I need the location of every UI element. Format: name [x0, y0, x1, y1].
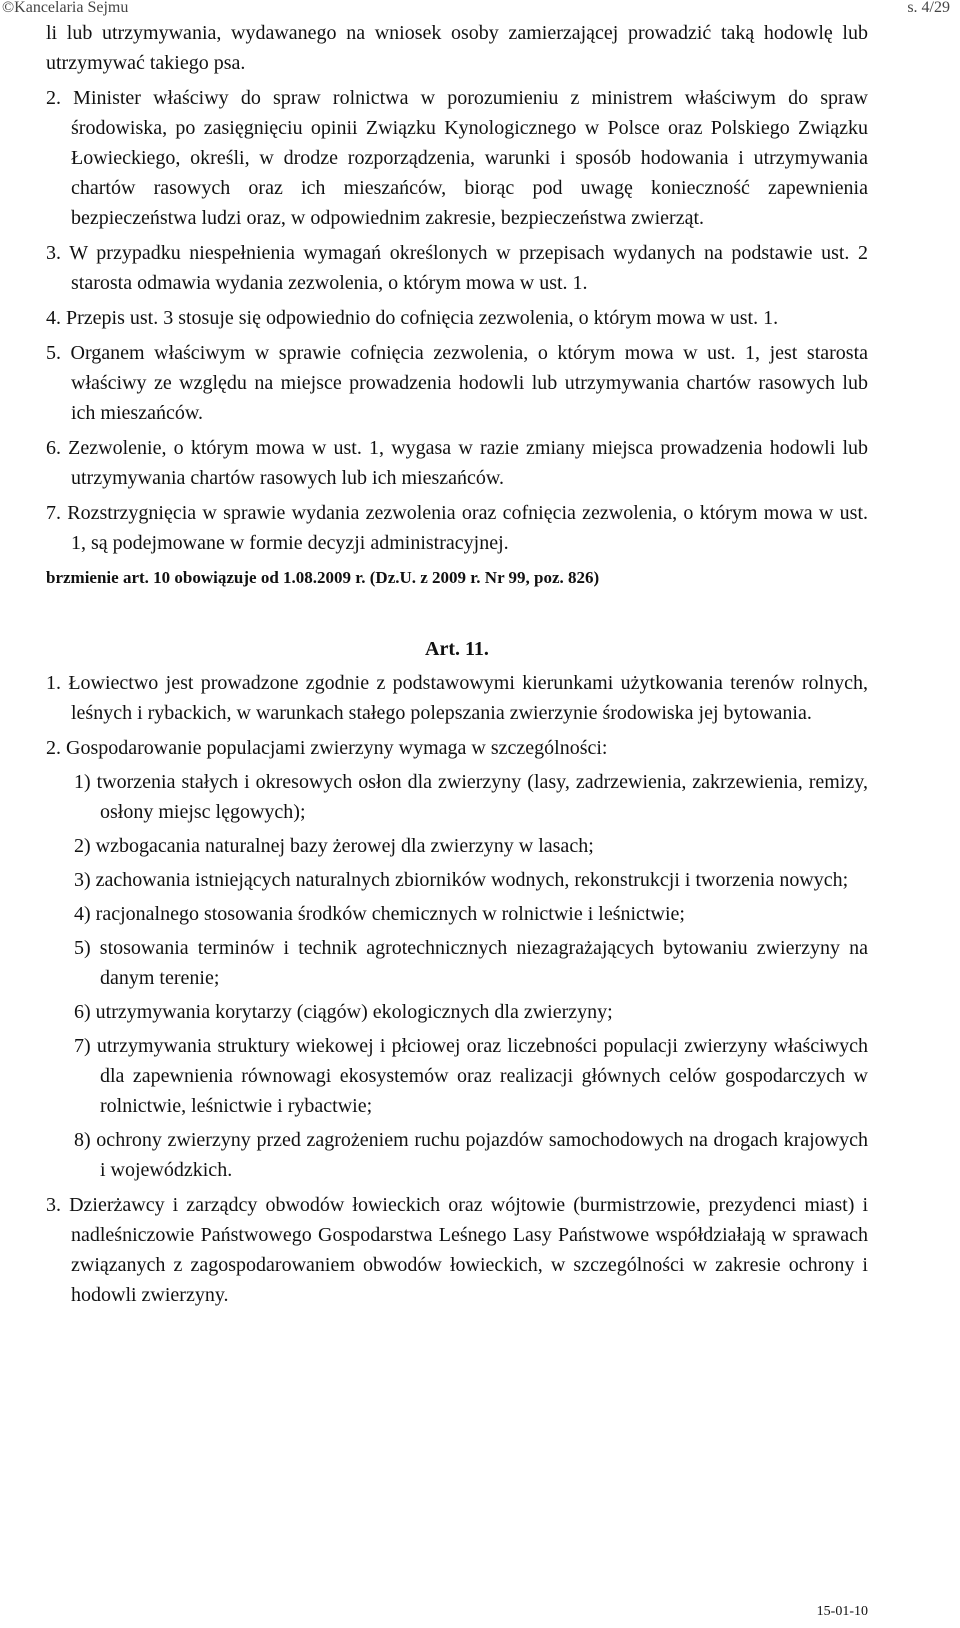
document-body — [46, 18, 868, 1310]
paragraph-2: 2. Minister właściwy do spraw rolnictwa w porozumieniu z ministrem właściwym do spraw środowiska, po zasięgnięciu opinii Związku Kynologicznego w Polsce oraz Polskiego Związku Łowieckiego, określi, w drodze rozporządzenia, warunki i sposób hodowania i utrzymywania chartów rasowych oraz ich mieszańców, biorąc pod uwagę konieczność zapewnienia bezpieczeństwa ludzi oraz, w odpowiednim zakresie, bezpieczeństwa zwierząt. — [46, 87, 868, 229]
article-paragraph-3: 3. Dzierżawcy i zarządcy obwodów łowieckich oraz wójtowie (burmistrzowie, prezydenci miast) i nadleśniczowie Państwowego Gospodarstwa Leśnego Lasy Państwowe współdziałają w sprawach związanych z zagospodarowaniem obwodów łowieckich, w szczególności w zakresie ochrony i hodowli zwierzyny. — [46, 1194, 868, 1306]
page-header — [0, 0, 960, 16]
list-item: 2) wzbogacania naturalnej bazy żerowej dla zwierzyny w lasach; — [74, 835, 594, 857]
page-number: s. 4/29 — [907, 0, 950, 16]
article-title: Art. 11. — [425, 638, 489, 660]
paragraph-6: 6. Zezwolenie, o którym mowa w ust. 1, wygasa w razie zmiany miejsca prowadzenia hodowli lub utrzymywania chartów rasowych lub ich mieszańców. — [46, 437, 868, 489]
list-item: 1) tworzenia stałych i okresowych osłon dla zwierzyny (lasy, zadrzewienia, zakrzewienia, remizy, osłony miejsc lęgowych); — [74, 771, 868, 823]
amendment-note: brzmienie art. 10 obowiązuje od 1.08.2009 r. (Dz.U. z 2009 r. Nr 99, poz. 826) — [46, 568, 600, 587]
copyright-label: ©Kancelaria Sejmu — [2, 0, 129, 16]
list-item: 3) zachowania istniejących naturalnych zbiorników wodnych, rekonstrukcji i tworzenia nowych; — [74, 869, 849, 891]
list-item: 6) utrzymywania korytarzy (ciągów) ekologicznych dla zwierzyny; — [74, 1001, 613, 1023]
article-paragraph-2-intro: 2. Gospodarowanie populacjami zwierzyny wymaga w szczególności: — [46, 737, 608, 759]
continuation-text: li lub utrzymywania, wydawanego na wniosek osoby zamierzającej prowadzić taką hodowlę lub utrzymywać takiego psa. — [46, 22, 868, 74]
paragraph-4: 4. Przepis ust. 3 stosuje się odpowiednio do cofnięcia zezwolenia, o którym mowa w ust. 1. — [46, 307, 779, 329]
list-item: 5) stosowania terminów i technik agrotechnicznych niezagrażających bytowaniu zwierzyny na danym terenie; — [74, 937, 868, 989]
article-paragraph-1: 1. Łowiectwo jest prowadzone zgodnie z podstawowymi kierunkami użytkowania terenów rolnych, leśnych i rybackich, w warunkach stałego polepszania zwierzynie środowiska jej bytowania. — [46, 672, 868, 724]
list-item: 7) utrzymywania struktury wiekowej i płciowej oraz liczebności populacji zwierzyny właściwych dla zapewnienia równowagi ekosystemów oraz realizacji głównych celów gospodarczych w rolnictwie, leśnictwie i rybactwie; — [74, 1035, 868, 1117]
paragraph-5: 5. Organem właściwym w sprawie cofnięcia zezwolenia, o którym mowa w ust. 1, jest starosta właściwy ze względu na miejsce prowadzenia hodowli lub utrzymywania chartów rasowych lub ich mieszańców. — [46, 342, 868, 424]
footer-date: 15-01-10 — [816, 1604, 868, 1619]
list-item: 8) ochrony zwierzyny przed zagrożeniem ruchu pojazdów samochodowych na drogach krajowych i wojewódzkich. — [74, 1129, 868, 1181]
list-item: 4) racjonalnego stosowania środków chemicznych w rolnictwie i leśnictwie; — [74, 903, 685, 925]
paragraph-7: 7. Rozstrzygnięcia w sprawie wydania zezwolenia oraz cofnięcia zezwolenia, o którym mowa w ust. 1, są podejmowane w formie decyzji administracyjnej. — [46, 502, 868, 554]
paragraph-3: 3. W przypadku niespełnienia wymagań określonych w przepisach wydanych na podstawie ust. 2 starosta odmawia wydania zezwolenia, o którym mowa w ust. 1. — [46, 242, 868, 294]
